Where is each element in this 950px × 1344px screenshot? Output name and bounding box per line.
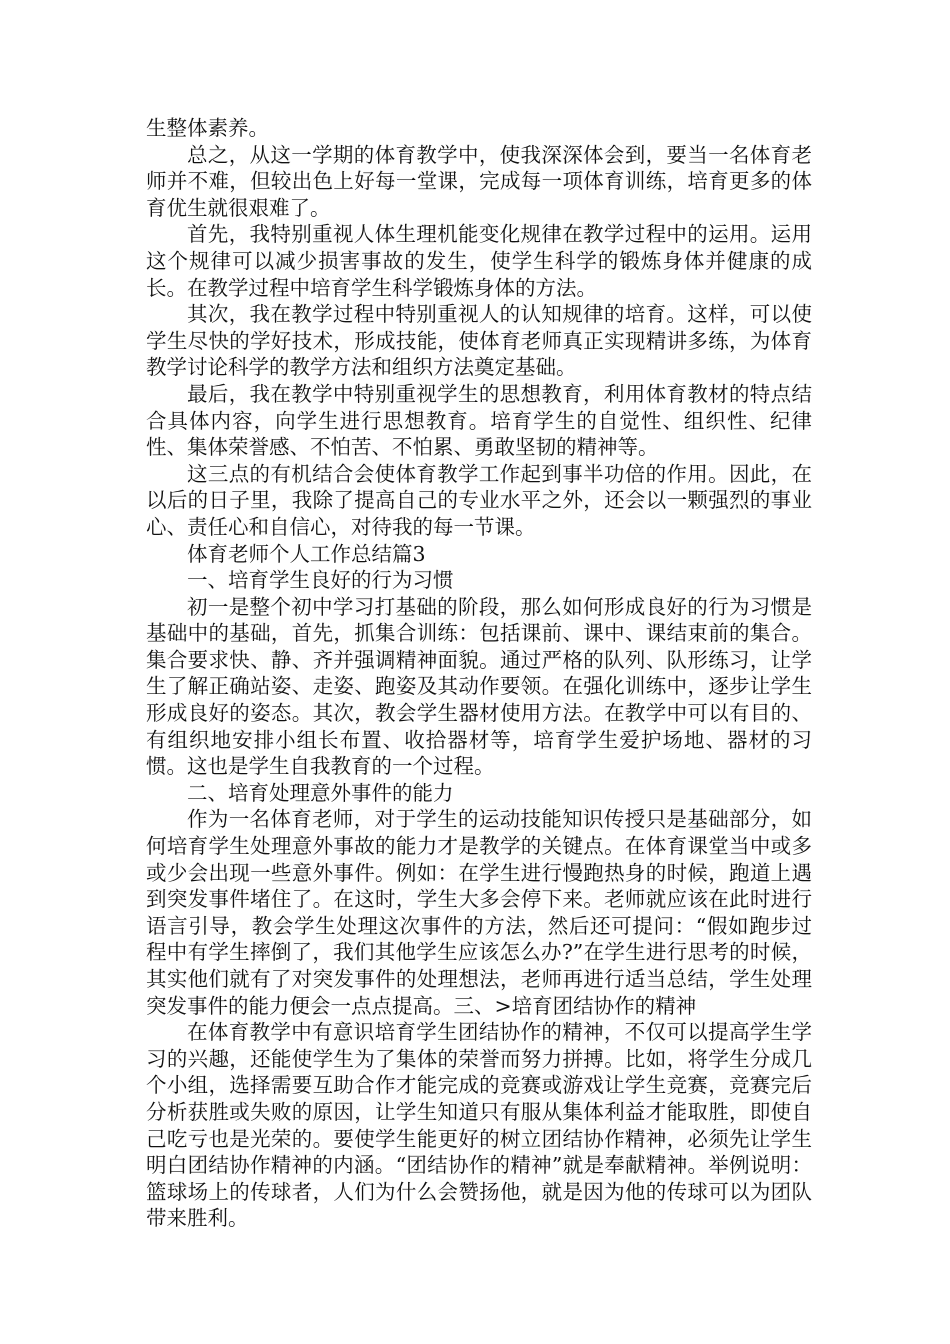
paragraph-summary: 总之，从这一学期的体育教学中，使我深深体会到，要当一名体育老师并不难，但较出色上好每一堂课，完成每一项体育训练，培育更多的体育优生就很艰难了。 bbox=[146, 142, 812, 220]
paragraph-teamwork: 在体育教学中有意识培育学生团结协作的精神，不仅可以提高学生学习的兴趣，还能使学生为了集体的荣誉而努力拼搏。比如，将学生分成几个小组，选择需要互助合作才能完成的竞赛或游戏让学生竞赛，竞赛完后分析获胜或失败的原因，让学生知道只有服从集体利益才能取胜，即使自己吃亏也是光荣的。要使学生能更好的树立团结协作精神，必须先让学生明白团结协作精神的内涵。“团结协作的精神”就是奉献精神。举例说明：篮球场上的传球者，人们为什么会赞扬他，就是因为他的传球可以为团队带来胜利。 bbox=[146, 1020, 812, 1231]
paragraph-accident-handling: 作为一名体育老师，对于学生的运动技能知识传授只是基础部分，如何培育学生处理意外事故的能力才是教学的关键点。在体育课堂当中或多或少会出现一些意外事件。例如：在学生进行慢跑热身的时候，跑道上遇到突发事件堵住了。在这时，学生大多会停下来。老师就应该在此时进行语言引导，教会学生处理这次事件的方法，然后还可提问：“假如跑步过程中有学生摔倒了，我们其他学生应该怎么办?”在学生进行思考的时候，其实他们就有了对突发事件的处理想法，老师再进行适当总结，学生处理突发事件的能力便会一点点提高。三、>培育团结协作的精神 bbox=[146, 807, 812, 1018]
section-heading: 体育老师个人工作总结篇3 bbox=[187, 541, 426, 566]
paragraph-behavior-habits: 初一是整个初中学习打基础的阶段，那么如何形成良好的行为习惯是基础中的基础，首先，抓集合训练：包括课前、课中、课结束前的集合。集合要求快、静、齐并强调精神面貌。通过严格的队列、队形练习，让学生了解正确站姿、走姿、跑姿及其动作要领。在强化训练中，逐步让学生形成良好的姿态。其次，教会学生器材使用方法。在教学中可以有目的、有组织地安排小组长布置、收拾器材等，培育学生爱护场地、器材的习惯。这也是学生自我教育的一个过程。 bbox=[146, 594, 812, 779]
paragraph-second-point: 其次，我在教学过程中特别重视人的认知规律的培育。这样，可以使学生尽快的学好技术，形成技能，使体育老师真正实现精讲多练，为体育教学讨论科学的教学方法和组织方法奠定基础。 bbox=[146, 302, 812, 380]
paragraph-third-point: 最后，我在教学中特别重视学生的思想教育，利用体育教材的特点结合具体内容，向学生进行思想教育。培育学生的自觉性、组织性、纪律性、集体荣誉感、不怕苦、不怕累、勇敢坚韧的精神等。 bbox=[146, 381, 812, 460]
subheading-accident-handling: 二、培育处理意外事件的能力 bbox=[187, 780, 454, 805]
paragraph-first-point: 首先，我特别重视人体生理机能变化规律在教学过程中的运用。运用这个规律可以减少损害事故的发生，使学生科学的锻炼身体并健康的成长。在教学过程中培育学生科学锻炼身体的方法。 bbox=[146, 222, 812, 300]
paragraph-continuation: 生整体素养。 bbox=[146, 116, 269, 140]
paragraph-conclusion: 这三点的有机结合会使体育教学工作起到事半功倍的作用。因此，在以后的日子里，我除了提高自己的专业水平之外，还会以一颗强烈的事业心、责任心和自信心，对待我的每一节课。 bbox=[146, 461, 812, 539]
document-body bbox=[146, 115, 812, 1232]
subheading-behavior-habits: 一、培育学生良好的行为习惯 bbox=[187, 568, 454, 593]
